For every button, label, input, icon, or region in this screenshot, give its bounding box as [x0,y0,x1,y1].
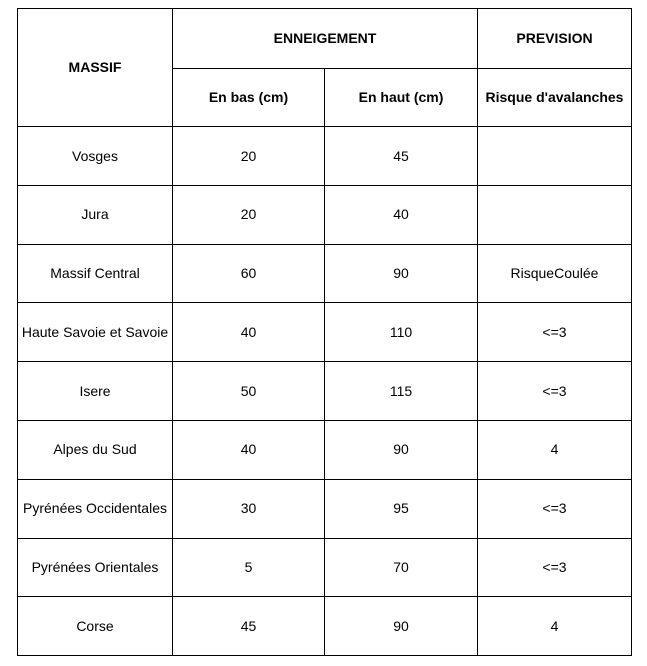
table-row [18,303,632,362]
cell-en-haut: 70 [325,538,478,597]
table-row [18,185,632,244]
cell-massif: Isere [18,362,173,421]
header-row-top [18,9,632,69]
cell-en-bas: 45 [173,597,325,656]
table-row [18,362,632,421]
cell-en-bas: 60 [173,244,325,303]
header-risque-avalanches: Risque d'avalanches [478,69,632,127]
table-row [18,479,632,538]
cell-risque: 4 [478,597,632,656]
cell-massif: Alpes du Sud [18,420,173,479]
cell-en-haut: 90 [325,244,478,303]
cell-en-haut: 90 [325,597,478,656]
cell-risque: 4 [478,420,632,479]
cell-en-haut: 95 [325,479,478,538]
table-row [18,538,632,597]
cell-risque [478,185,632,244]
cell-risque: RisqueCoulée [478,244,632,303]
cell-massif: Pyrénées Occidentales [18,479,173,538]
table-body [18,127,632,656]
header-en-haut: En haut (cm) [325,69,478,127]
table-row [18,127,632,186]
cell-en-haut: 115 [325,362,478,421]
cell-en-haut: 110 [325,303,478,362]
cell-en-bas: 30 [173,479,325,538]
cell-en-bas: 5 [173,538,325,597]
avalanche-table [17,8,632,656]
cell-massif: Corse [18,597,173,656]
cell-massif: Pyrénées Orientales [18,538,173,597]
cell-massif: Vosges [18,127,173,186]
cell-en-haut: 90 [325,420,478,479]
table-row [18,244,632,303]
cell-massif: Jura [18,185,173,244]
header-prevision: PREVISION [478,9,632,69]
cell-en-bas: 40 [173,303,325,362]
table-row [18,597,632,656]
cell-risque: <=3 [478,303,632,362]
cell-en-haut: 45 [325,127,478,186]
cell-risque: <=3 [478,362,632,421]
cell-risque [478,127,632,186]
cell-en-haut: 40 [325,185,478,244]
table-row [18,420,632,479]
header-enneigement: ENNEIGEMENT [173,9,478,69]
cell-en-bas: 50 [173,362,325,421]
cell-massif: Haute Savoie et Savoie [18,303,173,362]
header-massif: MASSIF [18,9,173,127]
cell-en-bas: 40 [173,420,325,479]
cell-risque: <=3 [478,538,632,597]
cell-massif: Massif Central [18,244,173,303]
cell-en-bas: 20 [173,127,325,186]
cell-en-bas: 20 [173,185,325,244]
cell-risque: <=3 [478,479,632,538]
table-header [18,9,632,127]
header-en-bas: En bas (cm) [173,69,325,127]
